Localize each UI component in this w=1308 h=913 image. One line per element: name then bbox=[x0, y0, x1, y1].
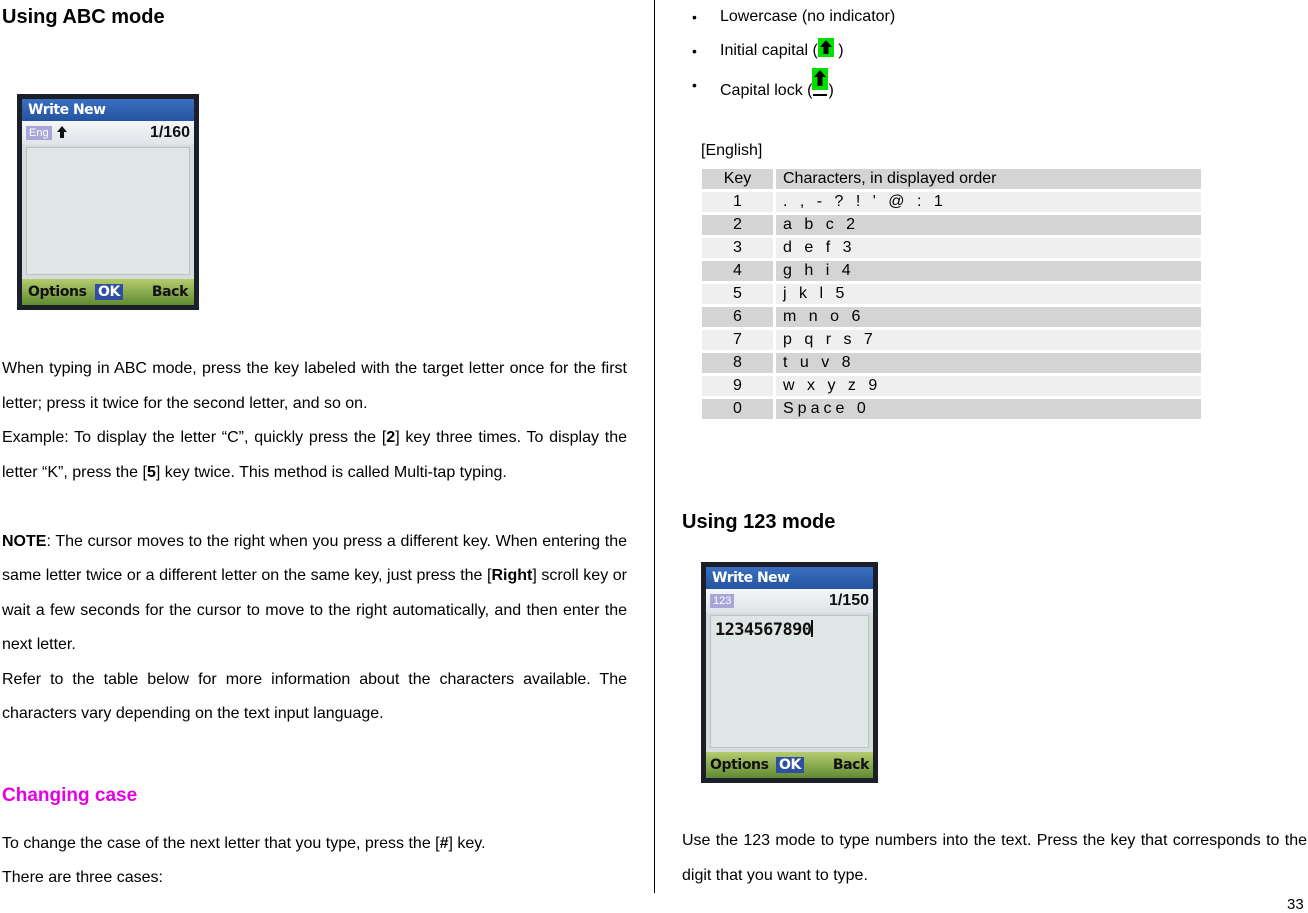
input-mode-badge: 123 bbox=[710, 594, 734, 608]
table-key-cell: 8 bbox=[702, 353, 773, 373]
key-right: Right bbox=[491, 567, 533, 584]
table-chars-cell: t u v 8 bbox=[776, 353, 1201, 373]
list-item: • Lowercase (no indicator) bbox=[692, 8, 896, 25]
key-2: 2 bbox=[386, 429, 396, 446]
table-key-cell: 0 bbox=[702, 399, 773, 419]
table-key-cell: 1 bbox=[702, 192, 773, 212]
softkey-ok: OK bbox=[776, 757, 804, 773]
table-row bbox=[702, 376, 1201, 396]
paragraph-table-ref: Refer to the table below for more information about the characters available. The characters vary depending on the text input language. bbox=[2, 670, 627, 722]
softkey-back: Back bbox=[151, 284, 188, 300]
table-row bbox=[702, 215, 1201, 235]
table-chars-cell: . , - ? ! ' @ : 1 bbox=[776, 192, 1201, 212]
table-row bbox=[702, 399, 1201, 419]
list-item: • Capital lock ( ) bbox=[686, 68, 895, 102]
screen-title: Write New bbox=[712, 570, 790, 586]
section-heading-abc: Using ABC mode bbox=[2, 6, 165, 28]
table-key-cell: 7 bbox=[702, 330, 773, 350]
paragraph-three-cases: There are three cases: bbox=[2, 869, 163, 886]
section-heading-123: Using 123 mode bbox=[682, 511, 836, 533]
table-row bbox=[702, 261, 1201, 281]
shift-up-icon bbox=[56, 125, 68, 144]
table-row bbox=[702, 284, 1201, 304]
table-row bbox=[702, 353, 1201, 373]
table-key-cell: 5 bbox=[702, 284, 773, 304]
key-5: 5 bbox=[146, 463, 156, 481]
page-number: 33 bbox=[1287, 896, 1304, 913]
capital-lock-icon bbox=[812, 68, 828, 97]
table-key-cell: 6 bbox=[702, 307, 773, 327]
typed-digits: 1234567890 bbox=[715, 620, 812, 640]
language-label: [English] bbox=[701, 142, 763, 159]
table-chars-cell: g h i 4 bbox=[776, 261, 1201, 281]
paragraph-change-case: To change the case of the next letter that you type, press the [#] key. bbox=[2, 835, 486, 852]
table-chars-cell: p q r s 7 bbox=[776, 330, 1201, 350]
input-mode-badge: Eng bbox=[26, 126, 52, 140]
softkey-options: Options bbox=[28, 284, 87, 300]
table-chars-cell: m n o 6 bbox=[776, 307, 1201, 327]
text-cursor bbox=[811, 620, 813, 637]
key-hash: # bbox=[439, 835, 449, 852]
table-row bbox=[702, 238, 1201, 258]
message-text-area bbox=[26, 147, 190, 275]
phone-screenshot-123 bbox=[701, 562, 878, 783]
softkey-back: Back bbox=[832, 757, 869, 773]
table-key-cell: Key bbox=[702, 169, 773, 189]
phone-screenshot-abc bbox=[17, 94, 199, 310]
table-key-cell: 3 bbox=[702, 238, 773, 258]
table-chars-cell: d e f 3 bbox=[776, 238, 1201, 258]
table-chars-cell: Space 0 bbox=[776, 399, 1201, 419]
char-counter: 1/150 bbox=[828, 592, 869, 609]
subheading-changing-case: Changing case bbox=[2, 785, 138, 806]
softkey-options: Options bbox=[710, 757, 769, 773]
message-text-area bbox=[710, 615, 869, 748]
column-divider bbox=[654, 0, 655, 893]
table-chars-cell: a b c 2 bbox=[776, 215, 1201, 235]
table-chars-cell: Characters, in displayed order bbox=[776, 169, 1201, 189]
case-list bbox=[686, 0, 895, 102]
softkey-ok: OK bbox=[95, 284, 123, 300]
table-row bbox=[702, 192, 1201, 212]
paragraph-123-mode: Use the 123 mode to type numbers into the text. Press the key that corresponds to the digit that you want to type. bbox=[682, 832, 1307, 884]
screen-title: Write New bbox=[28, 102, 106, 118]
table-key-cell: 9 bbox=[702, 376, 773, 396]
table-row bbox=[702, 330, 1201, 350]
paragraph-note: NOTE: The cursor moves to the right when you press a different key. When entering the same letter twice or a different letter on the same key, just press the [Right] scroll key or wait a few seconds for the cursor to move to the right automatically, and then enter the next letter. bbox=[2, 532, 627, 653]
initial-capital-icon bbox=[818, 38, 834, 57]
table-chars-cell: w x y z 9 bbox=[776, 376, 1201, 396]
body-text-left bbox=[2, 352, 627, 732]
body-text-case bbox=[2, 827, 627, 895]
paragraph-example: Example: To display the letter “C”, quickly press the [2] key three times. To display the letter “K”, press the [5] key twice. This method is called Multi-tap typing. bbox=[2, 429, 628, 481]
table-row bbox=[702, 307, 1201, 327]
table-header-row bbox=[702, 169, 1201, 189]
list-item: • Initial capital ( ) bbox=[686, 34, 895, 68]
table-key-cell: 2 bbox=[702, 215, 773, 235]
char-counter: 1/160 bbox=[149, 124, 190, 141]
table-chars-cell: j k l 5 bbox=[776, 284, 1201, 304]
paragraph-multitap-intro: When typing in ABC mode, press the key labeled with the target letter once for the first letter; press it twice for the second letter, and so on. bbox=[2, 360, 627, 412]
table-key-cell: 4 bbox=[702, 261, 773, 281]
character-table bbox=[699, 166, 1204, 422]
note-label: NOTE bbox=[2, 532, 47, 550]
